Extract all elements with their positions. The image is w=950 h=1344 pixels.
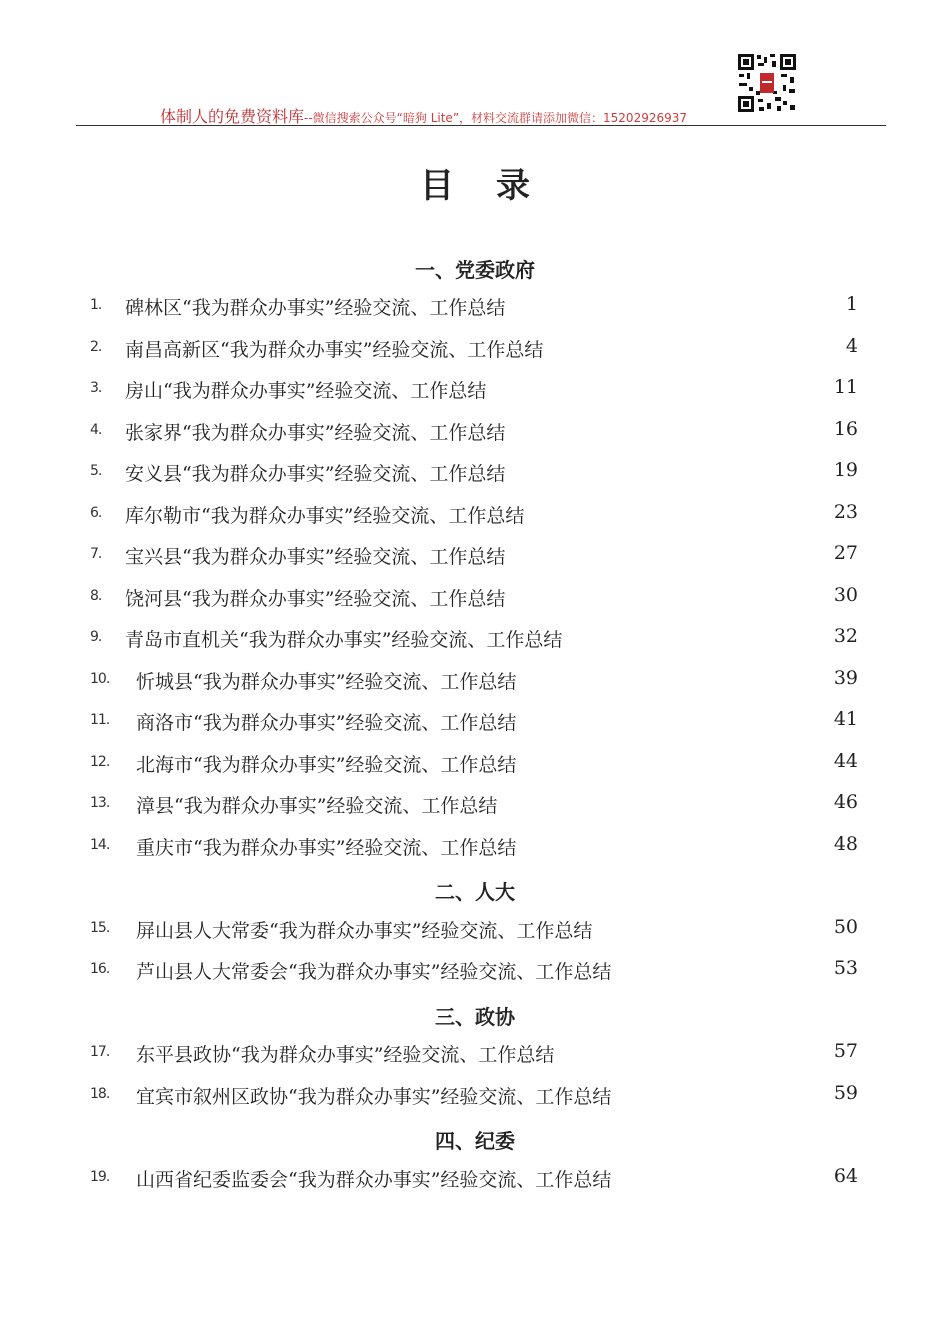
toc-entry-page: 57 — [833, 1040, 858, 1062]
toc-entry-page: 19 — [833, 459, 858, 481]
toc-entry-number: 17. — [90, 1044, 110, 1060]
toc-entry-page: 53 — [833, 957, 858, 979]
toc-entry-number: 10. — [90, 671, 110, 687]
toc-entry-title: 饶河县“我为群众办事实”经验交流、工作总结 — [125, 588, 506, 610]
toc-entry[interactable] — [0, 1163, 950, 1195]
toc-entry-number: 6. — [90, 505, 102, 521]
section-heading: 一、党委政府 — [415, 258, 535, 282]
toc-entry-title: 商洛市“我为群众办事实”经验交流、工作总结 — [136, 712, 517, 734]
toc-entry[interactable] — [0, 291, 950, 323]
section-heading: 二、人大 — [435, 880, 515, 904]
toc-entry-number: 9. — [90, 629, 102, 645]
toc-entry-page: 46 — [833, 791, 858, 813]
toc-entry-number: 1. — [90, 297, 102, 313]
toc-entry[interactable] — [0, 333, 950, 365]
toc-entry-title: 忻城县“我为群众办事实”经验交流、工作总结 — [136, 671, 517, 693]
toc-entry[interactable] — [0, 1080, 950, 1112]
toc-entry-page: 44 — [833, 750, 858, 772]
toc-entry-title: 房山“我为群众办事实”经验交流、工作总结 — [125, 380, 487, 402]
toc-entry-number: 7. — [90, 546, 102, 562]
toc-entry-number: 15. — [90, 920, 110, 936]
toc-entry[interactable] — [0, 955, 950, 987]
toc-entry-title: 碑林区“我为群众办事实”经验交流、工作总结 — [125, 297, 506, 319]
toc-entry-title: 安义县“我为群众办事实”经验交流、工作总结 — [125, 463, 506, 485]
page-header — [0, 0, 950, 130]
page-title: 目录 — [420, 166, 572, 206]
toc-entry[interactable] — [0, 416, 950, 448]
toc-entry[interactable] — [0, 374, 950, 406]
toc-entry-page: 32 — [833, 625, 858, 647]
toc-entry-number: 14. — [90, 837, 110, 853]
toc-entry-title: 山西省纪委监委会“我为群众办事实”经验交流、工作总结 — [136, 1169, 612, 1191]
toc-entry-page: 59 — [833, 1082, 858, 1104]
toc-entry-number: 12. — [90, 754, 110, 770]
toc-entry-number: 16. — [90, 961, 110, 977]
section-heading: 三、政协 — [435, 1005, 515, 1029]
toc-entry-title: 漳县“我为群众办事实”经验交流、工作总结 — [136, 795, 498, 817]
toc-entry[interactable] — [0, 914, 950, 946]
toc-entry-number: 2. — [90, 339, 102, 355]
toc-entry-page: 4 — [845, 335, 858, 357]
toc-entry-title: 芦山县人大常委会“我为群众办事实”经验交流、工作总结 — [136, 961, 612, 983]
toc-entry[interactable] — [0, 457, 950, 489]
toc-entry-number: 11. — [90, 712, 110, 728]
toc-entry[interactable] — [0, 706, 950, 738]
toc-entry-title: 张家界“我为群众办事实”经验交流、工作总结 — [125, 422, 506, 444]
toc-entry-page: 41 — [833, 708, 858, 730]
toc-entry[interactable] — [0, 831, 950, 863]
toc-entry-page: 23 — [833, 501, 858, 523]
toc-entry-page: 39 — [833, 667, 858, 689]
toc-entry-number: 5. — [90, 463, 102, 479]
toc-entry-title: 南昌高新区“我为群众办事实”经验交流、工作总结 — [125, 339, 544, 361]
toc-entry[interactable] — [0, 789, 950, 821]
toc-entry[interactable] — [0, 582, 950, 614]
toc-entry[interactable] — [0, 665, 950, 697]
toc-entry-page: 27 — [833, 542, 858, 564]
toc-entry[interactable] — [0, 499, 950, 531]
toc-entry-page: 50 — [833, 916, 858, 938]
toc-entry-page: 11 — [833, 376, 858, 398]
toc-entry[interactable] — [0, 540, 950, 572]
header-divider — [76, 125, 886, 126]
toc-entry-title: 宝兴县“我为群众办事实”经验交流、工作总结 — [125, 546, 506, 568]
toc-entry[interactable] — [0, 748, 950, 780]
toc-entry-title: 重庆市“我为群众办事实”经验交流、工作总结 — [136, 837, 517, 859]
toc-entry-number: 4. — [90, 422, 102, 438]
toc-entry-title: 宜宾市叙州区政协“我为群众办事实”经验交流、工作总结 — [136, 1086, 612, 1108]
toc-entry-title: 北海市“我为群众办事实”经验交流、工作总结 — [136, 754, 517, 776]
toc-entry-number: 19. — [90, 1169, 110, 1185]
toc-entry-page: 64 — [833, 1165, 858, 1187]
toc-entry-page: 1 — [845, 293, 858, 315]
toc-entry-title: 库尔勒市“我为群众办事实”经验交流、工作总结 — [125, 505, 525, 527]
header-brand: 体制人的免费资料库 — [160, 107, 305, 126]
toc-entry-title: 屏山县人大常委“我为群众办事实”经验交流、工作总结 — [136, 920, 593, 942]
section-heading: 四、纪委 — [435, 1129, 515, 1153]
toc-entry-page: 16 — [833, 418, 858, 440]
toc-entry-number: 8. — [90, 588, 102, 604]
header-subtitle: --微信搜索公众号“暗狗 Lite”，材料交流群请添加微信：15202926937 — [304, 111, 688, 125]
toc-entry-title: 东平县政协“我为群众办事实”经验交流、工作总结 — [136, 1044, 555, 1066]
qr-code-icon — [737, 53, 797, 113]
toc-entry-number: 18. — [90, 1086, 110, 1102]
toc-entry-number: 13. — [90, 795, 110, 811]
toc-entry[interactable] — [0, 623, 950, 655]
toc-entry-title: 青岛市直机关“我为群众办事实”经验交流、工作总结 — [125, 629, 563, 651]
header-text — [160, 104, 687, 127]
toc-entry-page: 30 — [833, 584, 858, 606]
toc-entry-number: 3. — [90, 380, 102, 396]
toc-entry[interactable] — [0, 1038, 950, 1070]
toc-entry-page: 48 — [833, 833, 858, 855]
